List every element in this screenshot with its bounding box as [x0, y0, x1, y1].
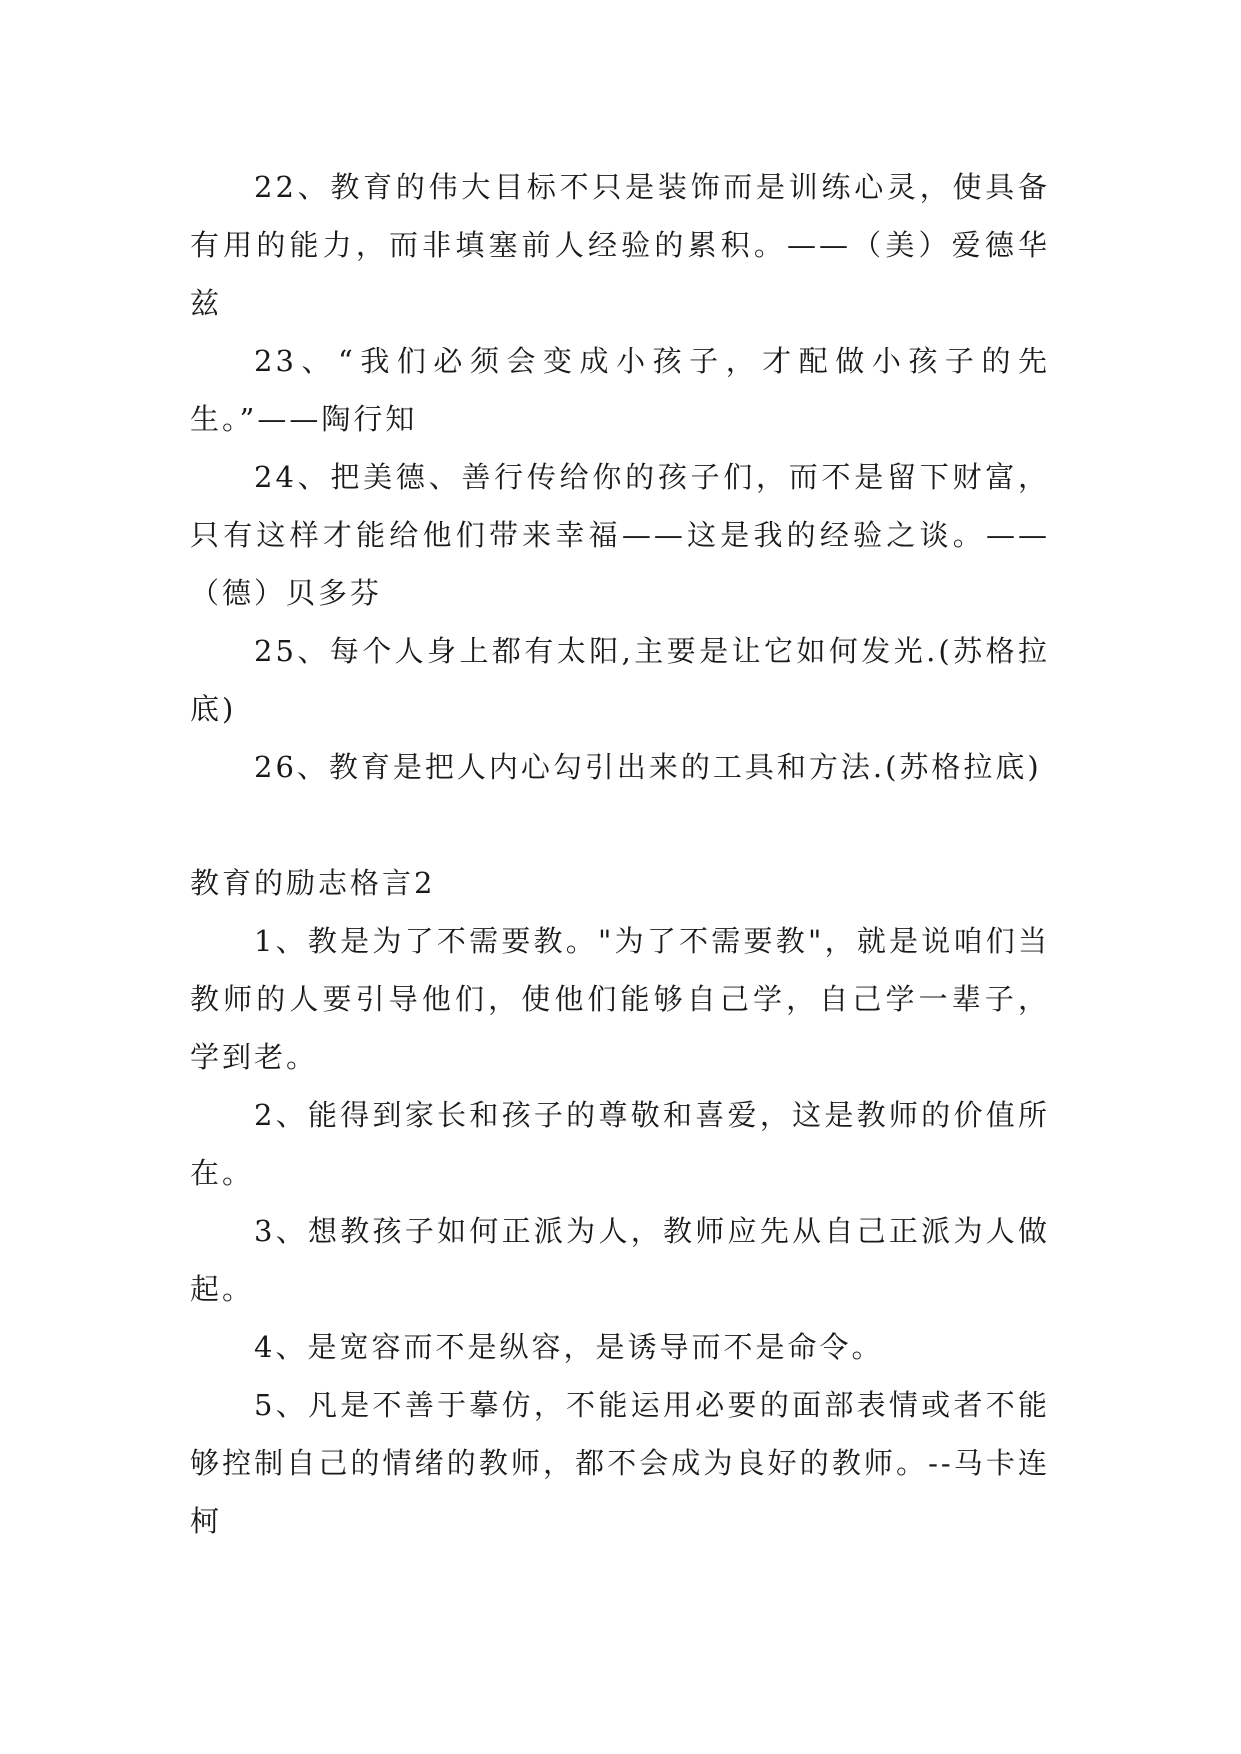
quote-paragraph-3: 3、想教孩子如何正派为人，教师应先从自己正派为人做起。: [190, 1214, 1050, 1306]
section-heading: 教育的励志格言2: [190, 866, 436, 900]
quote-paragraph-2: 2、能得到家长和孩子的尊敬和喜爱，这是教师的价值所在。: [190, 1098, 1050, 1190]
quote-paragraph-23: 23、“我们必须会变成小孩子，才配做小孩子的先生。”——陶行知: [190, 344, 1050, 436]
quote-paragraph-25: 25、每个人身上都有太阳,主要是让它如何发光.(苏格拉底): [190, 634, 1050, 726]
section-spacer: [190, 796, 1050, 854]
quote-paragraph-24: 24、把美德、善行传给你的孩子们，而不是留下财富，只有这样才能给他们带来幸福——这是我的经验之谈。——（德）贝多芬: [190, 460, 1050, 610]
document-page: [190, 158, 1050, 1550]
quote-paragraph-22: 22、教育的伟大目标不只是装饰而是训练心灵，使具备有用的能力，而非填塞前人经验的累积。——（美）爱德华兹: [190, 170, 1050, 320]
quote-paragraph-5: 5、凡是不善于摹仿，不能运用必要的面部表情或者不能够控制自己的情绪的教师，都不会成为良好的教师。--马卡连柯: [190, 1388, 1050, 1538]
quote-paragraph-26: 26、教育是把人内心勾引出来的工具和方法.(苏格拉底): [254, 750, 1042, 784]
quote-paragraph-1: 1、教是为了不需要教。"为了不需要教"，就是说咱们当教师的人要引导他们，使他们能够自己学，自己学一辈子，学到老。: [190, 924, 1050, 1074]
quote-paragraph-4: 4、是宽容而不是纵容，是诱导而不是命令。: [254, 1330, 884, 1364]
